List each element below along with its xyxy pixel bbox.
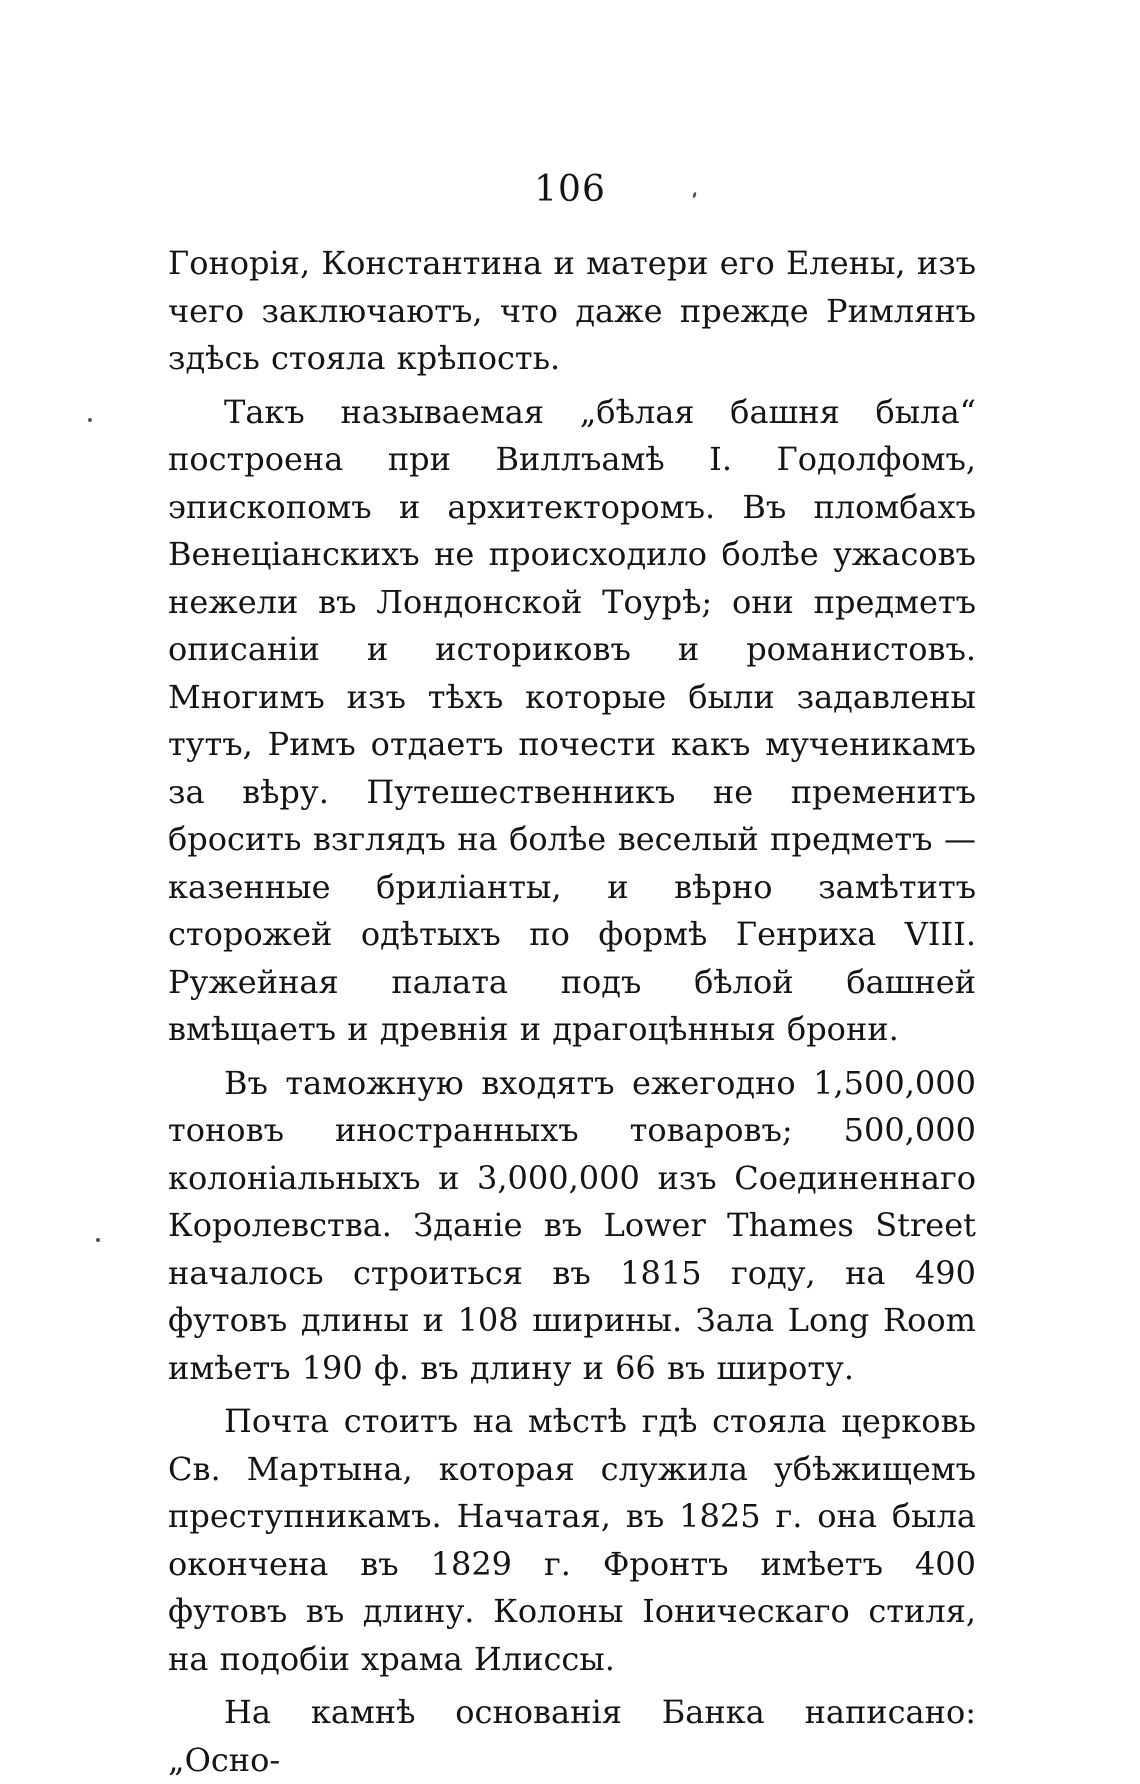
- print-speck: [88, 418, 92, 422]
- print-speck: [96, 1238, 100, 1242]
- paragraph: Въ таможную входятъ ежегодно 1,500,000 тоновъ иностранныхъ товаровъ; 500,000 колоніальныхъ и 3,000,000 изъ Соединеннаго Королевства. Зданіе въ Lower Thames Street началось строиться въ 1815 году, на 490 футовъ длины и 108 ширины. Зала Long Room имѣетъ 190 ф. въ длину и 66 въ широту.: [168, 1063, 976, 1387]
- paragraph: Гонорія, Константина и матери его Елены, изъ чего заключаютъ, что даже прежде Римлянъ здѣсь стояла крѣпость.: [168, 244, 976, 377]
- paragraph: На камнѣ основанія Банка написано: „Осно-: [168, 1693, 976, 1779]
- paragraph: Почта стоитъ на мѣстѣ гдѣ стояла церковь Св. Мартына, которая служила убѣжищемъ преступникамъ. Начатая, въ 1825 г. она была окончена въ 1829 г. Фронтъ имѣетъ 400 футовъ въ длину. Колоны Іоническаго стиля, на подобіи храма Илиссы.: [168, 1402, 976, 1678]
- body-text: [168, 240, 976, 1784]
- page-number: 106: [534, 169, 606, 210]
- paragraph: Такъ называемая „бѣлая башня была“ построена при Виллъамѣ I. Годолфомъ, эпископомъ и архитекторомъ. Въ пломбахъ Венеціанскихъ не происходило болѣе ужасовъ нежели въ Лондонской Тоурѣ; они предметъ описаніи и историковъ и романистовъ. Многимъ изъ тѣхъ которые были задавлены тутъ, Римъ отдаетъ почести какъ мученикамъ за вѣру. Путешественникъ не пременитъ бросить взглядъ на болѣе веселый предметъ — казенные бриліанты, и вѣрно замѣтитъ сторожей одѣтыхъ по формѣ Генриха VIII. Ружейная палата подъ бѣлой башней вмѣщаетъ и древнія и драгоцѣнныя брони.: [168, 392, 976, 1048]
